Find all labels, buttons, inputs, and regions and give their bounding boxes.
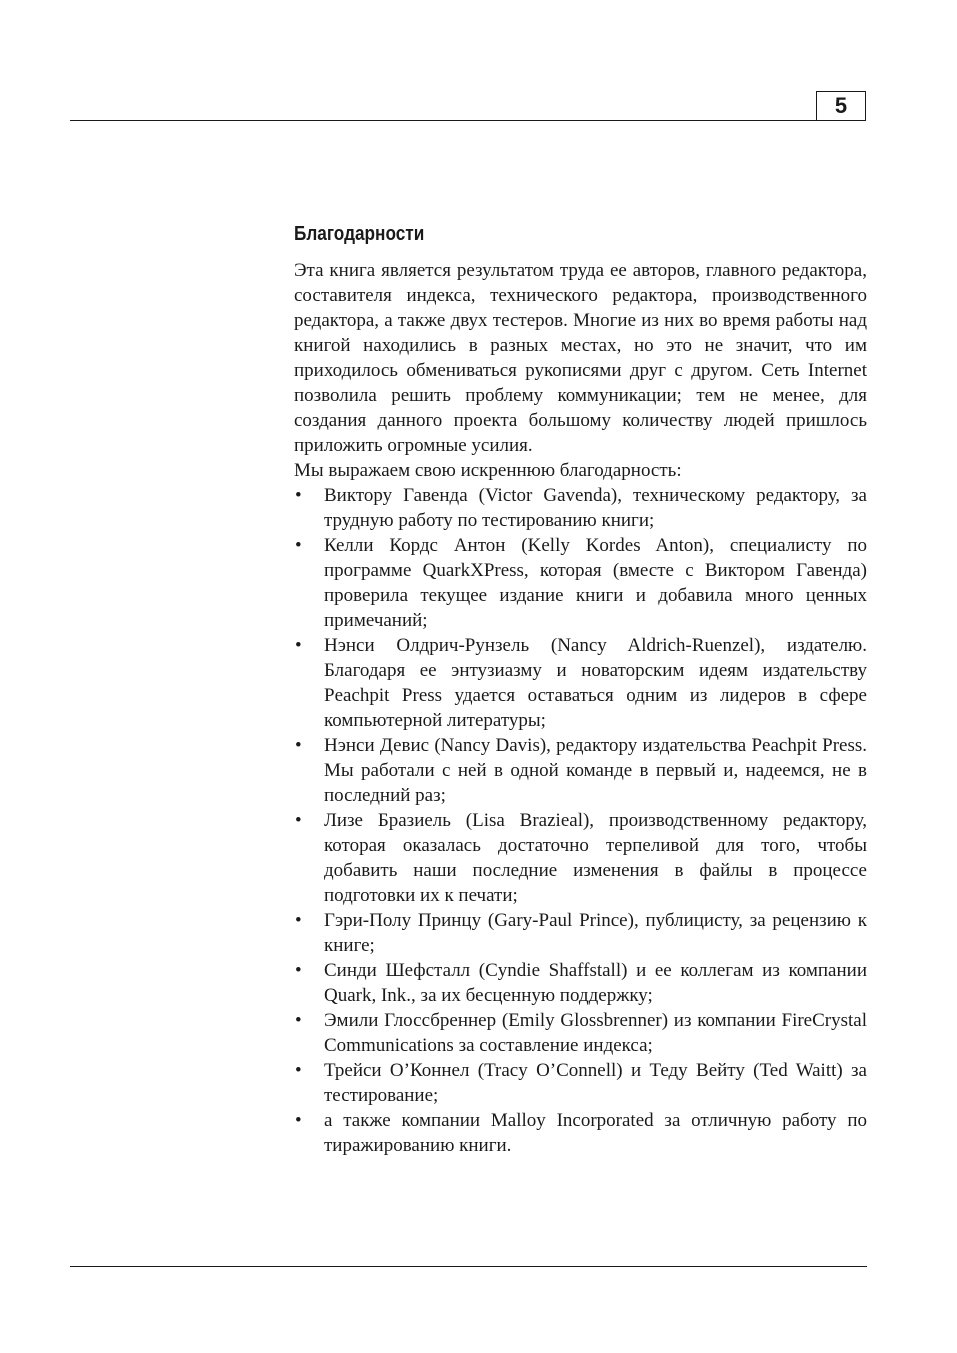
bullet-icon: • — [295, 635, 302, 656]
list-item — [294, 733, 867, 808]
list-item-text: Трейси О’Коннел (Tracy O’Connell) и Теду Вейту (Ted Waitt) за тестирование; — [324, 1060, 867, 1106]
list-item-text: Виктору Гавенда (Victor Gavenda), техническому редактору, за трудную работу по тестированию книги; — [324, 485, 867, 531]
footer-rule — [70, 1266, 867, 1267]
list-item-text: а также компании Malloy Incorporated за отличную работу по тиражированию книги. — [324, 1110, 867, 1156]
list-item — [294, 633, 867, 733]
list-item — [294, 958, 867, 1008]
section-title: Благодарности — [294, 223, 425, 245]
list-item-text: Гэри-Полу Принцу (Gary-Paul Prince), публицисту, за рецензию к книге; — [324, 910, 867, 956]
list-item — [294, 533, 867, 633]
list-item-text: Нэнси Девис (Nancy Davis), редактору издательства Peachpit Press. Мы работали с ней в одной команде в первый и, надеемся, не в последний раз; — [324, 735, 867, 806]
bullet-icon: • — [295, 485, 302, 506]
list-item-text: Нэнси Олдрич-Рунзель (Nancy Aldrich-Ruenzel), издателю. Благодаря ее энтузиазму и новаторским идеям издательству Peachpit Press удается оставаться одним из лидеров в сфере компьютерной литературы; — [324, 635, 867, 731]
bullet-icon: • — [295, 535, 302, 556]
bullet-icon: • — [295, 735, 302, 756]
main-content — [294, 220, 867, 1158]
acknowledgement-list — [294, 483, 867, 1158]
gratitude-intro: Мы выражаем свою искреннюю благодарность: — [294, 460, 682, 481]
list-item — [294, 1108, 867, 1158]
intro-paragraph: Эта книга является результатом труда ее авторов, главного редактора, составителя индекса, технического редактора, производственного редактора, а также двух тестеров. Многие из них во время работы над книгой находились в разных местах, но это не значит, что им приходилось обмениваться рукописями друг с другом. Сеть Internet позволила решить проблему коммуникации; тем не менее, для создания данного проекта большому количеству людей пришлось приложить огромные усилия. — [294, 260, 867, 456]
list-item — [294, 1008, 867, 1058]
list-item — [294, 1058, 867, 1108]
page-number: 5 — [816, 91, 866, 121]
list-item-text: Лизе Бразиель (Lisa Brazieal), производственному редактору, которая оказалась достаточно терпеливой для того, чтобы добавить наши последние изменения в файлы в процессе подготовки их к печати; — [324, 810, 867, 906]
bullet-icon: • — [295, 1060, 302, 1081]
header-rule — [70, 120, 816, 121]
bullet-icon: • — [295, 1110, 302, 1131]
list-item-text: Келли Кордс Антон (Kelly Kordes Anton), специалисту по программе QuarkXPress, которая (вместе с Виктором Гавенда) проверила текущее издание книги и добавила много ценных примечаний; — [324, 535, 867, 631]
bullet-icon: • — [295, 810, 302, 831]
list-item-text: Эмили Глоссбреннер (Emily Glossbrenner) из компании FireCrystal Communications за составление индекса; — [324, 1010, 867, 1056]
list-item — [294, 483, 867, 533]
list-item — [294, 908, 867, 958]
bullet-icon: • — [295, 960, 302, 981]
bullet-icon: • — [295, 910, 302, 931]
list-item-text: Синди Шефсталл (Cyndie Shaffstall) и ее коллегам из компании Quark, Ink., за их бесценную поддержку; — [324, 960, 867, 1006]
bullet-icon: • — [295, 1010, 302, 1031]
list-item — [294, 808, 867, 908]
